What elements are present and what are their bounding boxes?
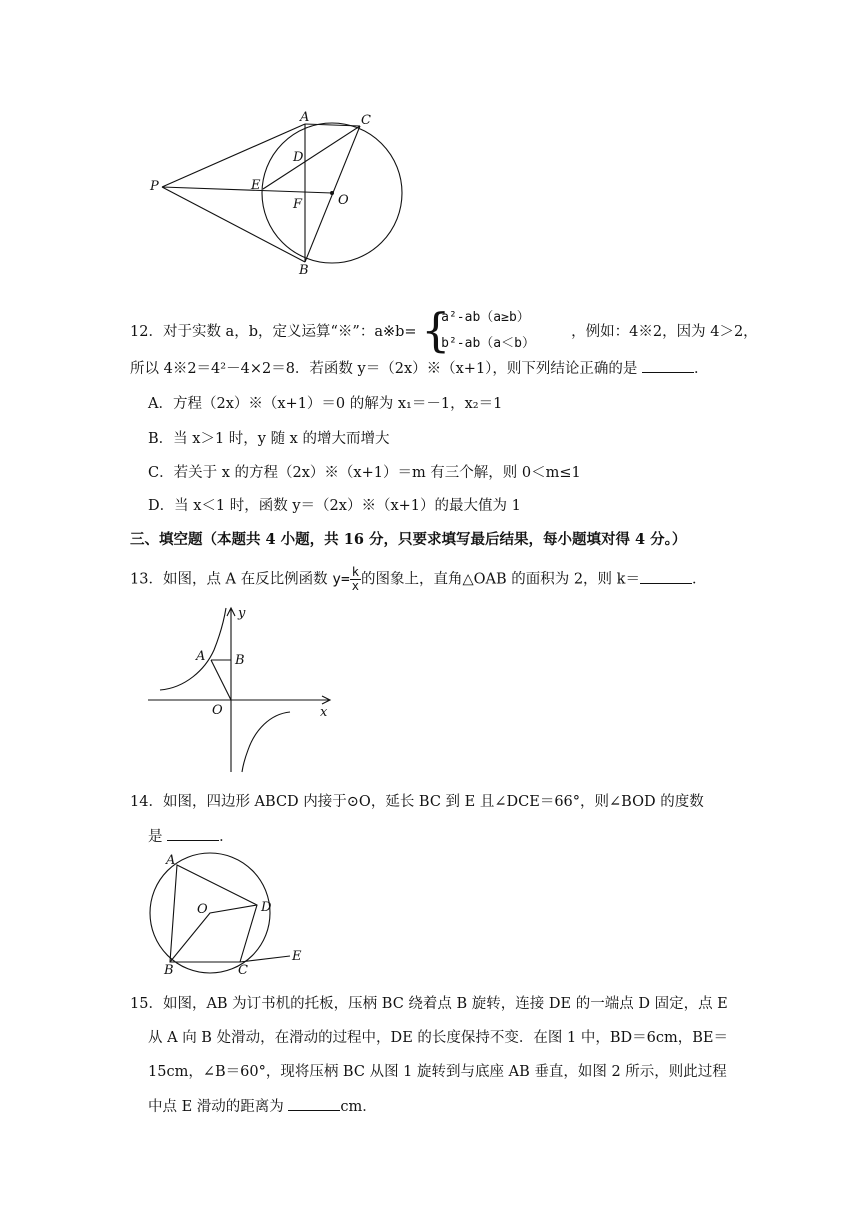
axis-label-x: x [320,705,328,720]
q13-post: 的图象上，直角△OAB 的面积为 2，则 k＝ [360,571,640,588]
section-header: 三、填空题（本题共 4 小题，共 16 分，只要求填写最后结果，每小题填对得 4 分。） [130,531,687,548]
fraction-k-over-x [350,566,361,593]
q15-line2: 从 A 向 B 处滑动，在滑动的过程中，DE 的长度保持不变．在图 1 中，BD＝6cm，BE＝ [148,1030,728,1046]
q14-line2-end: ． [219,829,234,845]
piecewise-definition: { a²-ab（a≥b） b²-ab（a＜b） [421,303,535,357]
q13-fx: y= [332,571,350,588]
q12-line2-text: 所以 4※2＝4²－4×2＝8．若函数 y＝（2x）※（x+1），则下列结论正确的是 [130,361,638,377]
answer-blank [642,358,694,373]
label-a: A [166,853,176,868]
label-d: D [293,150,304,165]
label-e: E [251,178,261,193]
q13-end: ． [691,571,707,588]
label-o: O [197,902,208,917]
label-c: C [361,113,371,128]
answer-blank [640,569,692,584]
q15-line4 [148,1096,377,1117]
answer-blank [167,826,219,841]
q13-pre: 13．如图，点 A 在反比例函数 [130,571,333,588]
q15-line1: 15．如图，AB 为订书机的托板，压柄 BC 绕着点 B 旋转，连接 DE 的一端点 D 固定，点 E [130,996,728,1012]
label-o: O [338,193,349,208]
label-a: A [300,110,310,125]
q12-line1 [130,303,758,358]
label-c: C [238,963,248,978]
q14-line2-text: 是 [148,829,163,845]
figure-circle-tangents [140,105,420,280]
label-b: B [299,263,309,278]
figure-hyperbola [145,598,340,776]
label-o: O [212,703,223,718]
label-a: A [196,649,206,664]
q15-line4-text: 中点 E 滑动的距离为 [148,1099,284,1115]
q12-line2-end: ． [694,361,709,377]
q14-line1: 14．如图，四边形 ABCD 内接于⊙O，延长 BC 到 E 且∠DCE＝66°，则∠BOD 的度数 [130,794,704,810]
q12-option-d: D．当 x＜1 时，函数 y＝（2x）※（x+1）的最大值为 1 [148,498,521,514]
q15-line4-end: cm． [340,1099,377,1115]
axis-label-y: y [238,606,246,621]
q12-option-a: A．方程（2x）※（x+1）＝0 的解为 x₁＝－1，x₂＝1 [148,396,503,412]
q13-line [130,566,706,593]
case-1: a²-ab（a≥b） [441,310,530,325]
case-2: b²-ab（a＜b） [441,336,535,351]
q12-intro: 对于实数 a，b，定义运算“※”：a※b= [162,324,417,340]
fraction-numerator: k [351,565,359,579]
figure-cyclic-quadrilateral [140,848,315,978]
label-p: P [150,179,159,194]
answer-blank [288,1096,340,1111]
q12-line2 [130,358,709,379]
q12-after: ，例如：4※2，因为 4＞2， [571,324,758,340]
q12-number: 12． [130,324,163,340]
label-e: E [292,949,302,964]
q14-line2 [148,826,234,847]
q15-line3: 15cm，∠B＝60°，现将压柄 BC 从图 1 旋转到与底座 AB 垂直，如图 2 所示，则此过程 [148,1064,727,1080]
label-f: F [293,197,303,212]
q12-option-b: B．当 x＞1 时，y 随 x 的增大而增大 [148,431,390,447]
label-b: B [235,653,245,668]
fraction-denominator: x [351,579,359,593]
label-b: B [164,963,174,978]
label-d: D [261,900,272,915]
q12-option-c: C．若关于 x 的方程（2x）※（x+1）＝m 有三个解，则 0＜m≤1 [148,465,581,481]
